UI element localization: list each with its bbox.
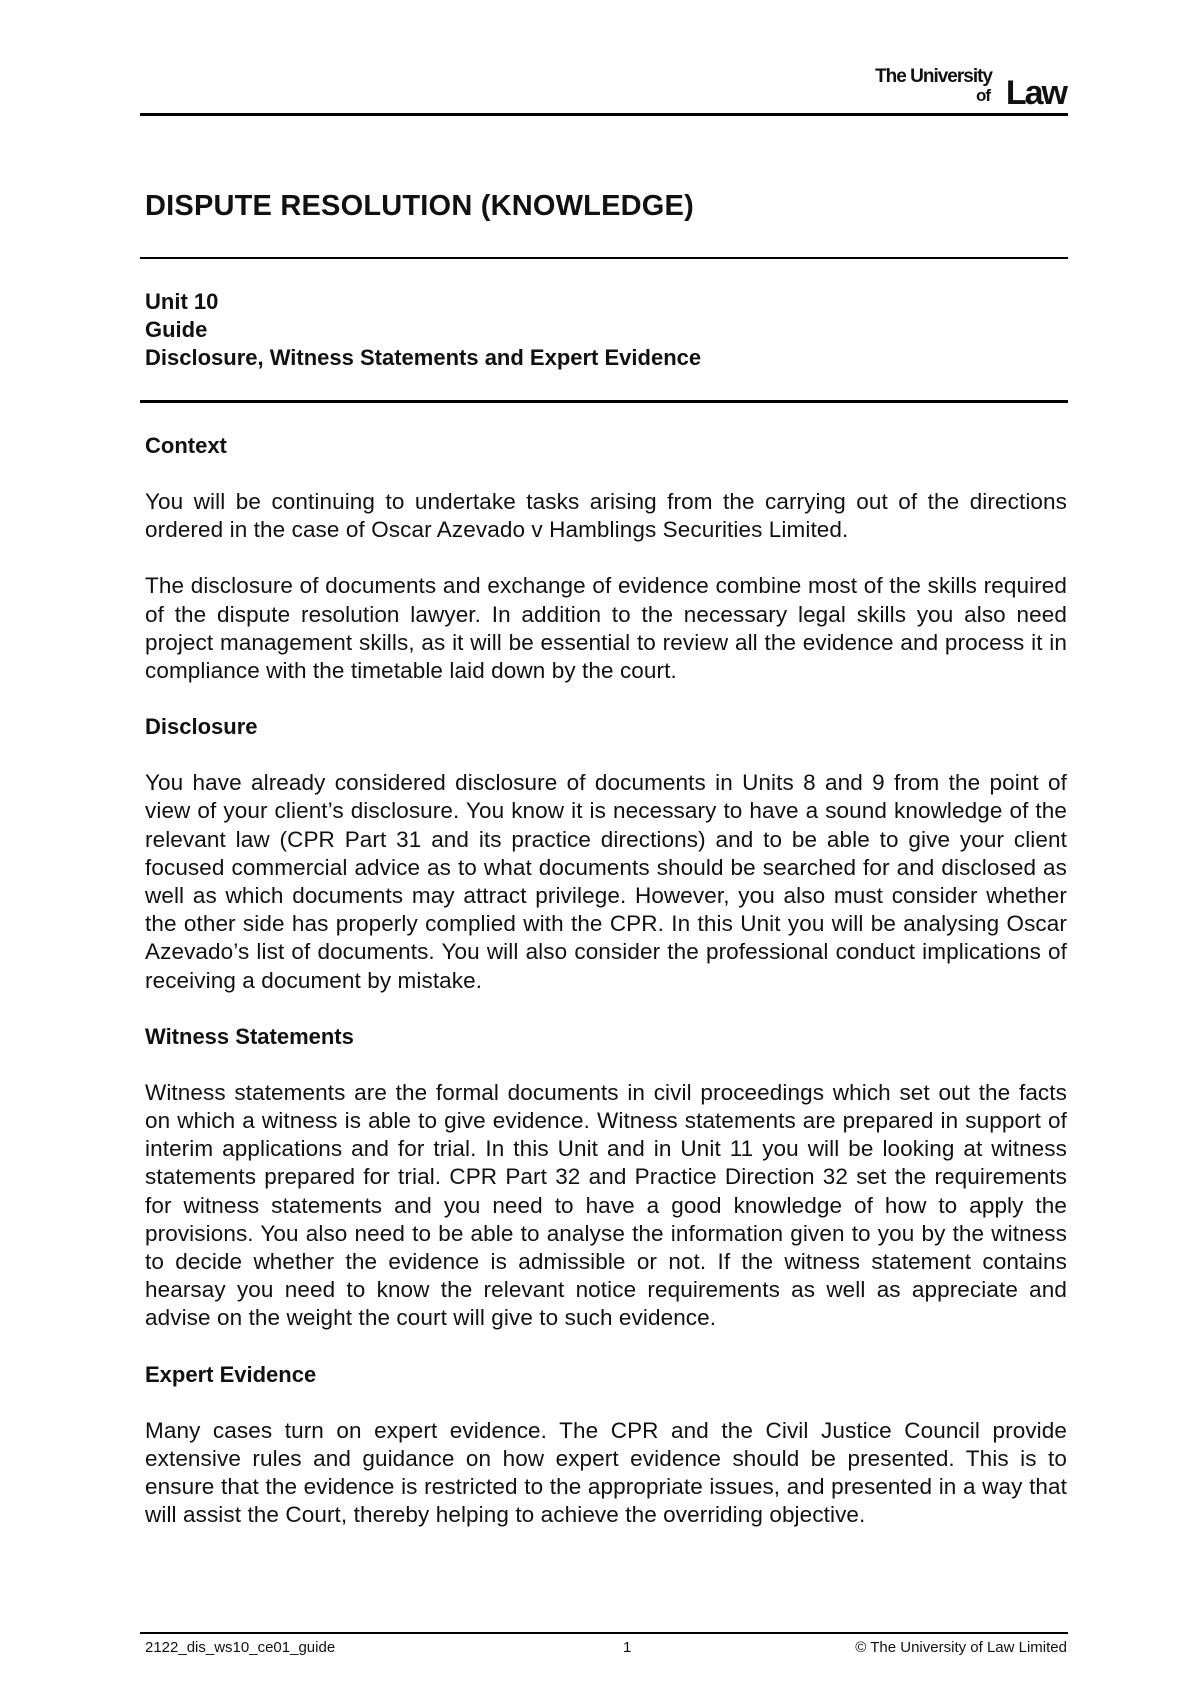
- unit-number: Unit 10: [145, 289, 219, 314]
- section-witness-statements: [145, 1023, 1067, 1333]
- logo-line-3: Law: [1005, 74, 1066, 112]
- document-title: DISPUTE RESOLUTION (KNOWLEDGE): [145, 190, 694, 222]
- section-heading: Context: [145, 433, 227, 458]
- section-heading: Expert Evidence: [145, 1361, 317, 1387]
- logo-line-1: The University: [875, 66, 992, 87]
- footer-reference: 2122_dis_ws10_ce01_guide: [145, 1639, 336, 1656]
- footer-copyright: © The University of Law Limited: [855, 1639, 1067, 1656]
- section-disclosure: [145, 713, 1067, 995]
- paragraph: You have already considered disclosure of documents in Units 8 and 9 from the point of view of your client’s disclosure. You know it is necessary to have a sound knowledge of the relevant law (CPR Part 31 and its practice directions) and to be able to give your client focused commercial advice as to what documents should be searched for and disclosed as well as which documents may attract privilege. However, you also must consider whether the other side has properly complied with the CPR. In this Unit you will be analysing Oscar Azevado’s list of documents. You will also consider the professional conduct implications of receiving a document by mistake.: [145, 770, 1067, 993]
- header-divider: [140, 113, 1068, 116]
- section-expert-evidence: [145, 1361, 1067, 1530]
- section-heading: Disclosure: [145, 714, 258, 740]
- page-number: 1: [623, 1639, 632, 1656]
- university-logo: [856, 64, 1066, 112]
- paragraph: The disclosure of documents and exchange of evidence combine most of the skills required of the dispute resolution lawyer. In addition to the necessary legal skills you also need project management skills, as it will be essential to review all the evidence and process it in compliance with the timetable laid down by the court.: [145, 573, 1067, 684]
- document-body: [145, 432, 1067, 1557]
- section-context: [145, 432, 1067, 685]
- title-divider: [140, 257, 1068, 259]
- section-heading: Witness Statements: [145, 1023, 354, 1049]
- unit-divider: [140, 400, 1068, 403]
- paragraph: Many cases turn on expert evidence. The CPR and the Civil Justice Council provide extensive rules and guidance on how expert evidence should be presented. This is to ensure that the evidence is restricted to the appropriate issues, and presented in a way that will assist the Court, thereby helping to achieve the overriding objective.: [145, 1417, 1067, 1528]
- unit-info: [145, 288, 701, 372]
- paragraph: You will be continuing to undertake tasks arising from the carrying out of the directions ordered in the case of Oscar Azevado v Hamblings Securities Limited.: [145, 489, 1067, 543]
- document-subtitle: Disclosure, Witness Statements and Expert Evidence: [145, 345, 702, 370]
- paragraph: Witness statements are the formal documents in civil proceedings which set out the facts on which a witness is able to give evidence. Witness statements are prepared in support of interim applications and for trial. In this Unit and in Unit 11 you will be looking at witness statements prepared for trial. CPR Part 32 and Practice Direction 32 set the requirements for witness statements and you need to have a good knowledge of how to apply the provisions. You also need to be able to analyse the information given to you by the witness to decide whether the evidence is admissible or not. If the witness statement contains hearsay you need to know the relevant notice requirements as well as appreciate and advise on the weight the court will give to such evidence.: [145, 1079, 1067, 1331]
- logo-line-2: of: [975, 86, 990, 105]
- document-type: Guide: [145, 317, 208, 342]
- footer-divider: [140, 1632, 1068, 1634]
